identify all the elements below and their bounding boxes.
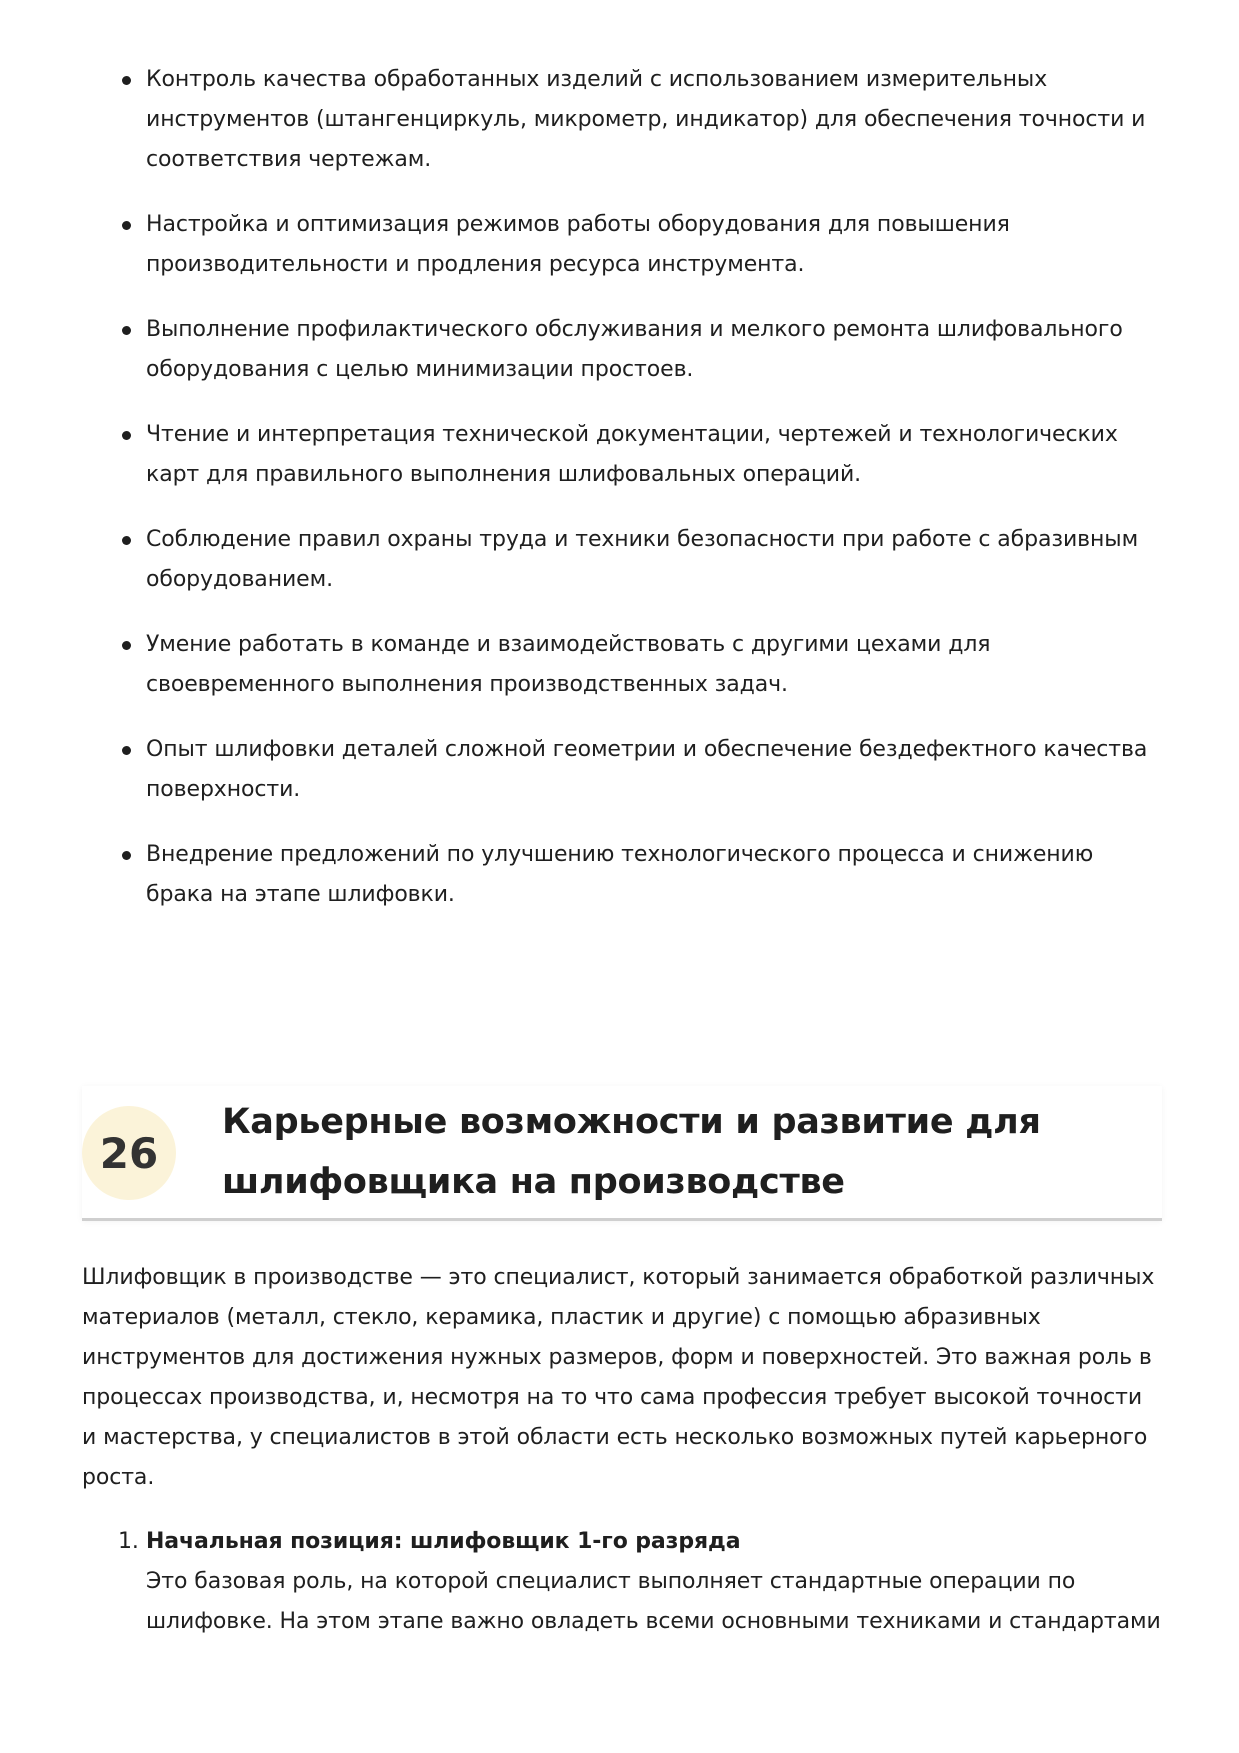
list-item-text: Умение работать в команде и взаимодействовать с другими цехами для своевременного выполнения производственных задач. bbox=[146, 632, 991, 697]
list-item-body: Это базовая роль, на которой специалист выполняет стандартные операции по шлифовке. На этом этапе важно овладеть всеми основными техниками и стандартами bbox=[146, 1569, 1161, 1634]
list-item bbox=[146, 60, 1166, 180]
list-item-title: Начальная позиция: шлифовщик 1-го разряда bbox=[146, 1529, 741, 1554]
list-item-text: Настройка и оптимизация режимов работы оборудования для повышения производительности и продления ресурса инструмента. bbox=[146, 212, 1010, 277]
list-item-text: Соблюдение правил охраны труда и техники безопасности при работе с абразивным оборудованием. bbox=[146, 527, 1139, 592]
bullet-icon bbox=[122, 76, 131, 85]
bullet-icon bbox=[122, 641, 131, 650]
list-item bbox=[146, 415, 1166, 495]
list-item-text: Опыт шлифовки деталей сложной геометрии и обеспечение бездефектного качества поверхности. bbox=[146, 737, 1148, 802]
list-item-text: Чтение и интерпретация технической документации, чертежей и технологических карт для правильного выполнения шлифовальных операций. bbox=[146, 422, 1118, 487]
list-item-text: Контроль качества обработанных изделий с использованием измерительных инструментов (штангенциркуль, микрометр, индикатор) для обеспечения точности и соответствия чертежам. bbox=[146, 67, 1146, 172]
skills-bullet-list bbox=[146, 60, 1166, 940]
bullet-icon bbox=[122, 326, 131, 335]
list-item bbox=[146, 625, 1166, 705]
section-title: Карьерные возможности и развитие для шлифовщика на производстве bbox=[222, 1102, 1041, 1202]
career-steps-list bbox=[118, 1522, 1166, 1642]
list-item-text: Внедрение предложений по улучшению технологического процесса и снижению брака на этапе шлифовки. bbox=[146, 842, 1094, 907]
list-item bbox=[118, 1522, 1166, 1642]
section-number-badge: 26 bbox=[82, 1106, 176, 1200]
list-item-text: Выполнение профилактического обслуживания и мелкого ремонта шлифовального оборудования с целью минимизации простоев. bbox=[146, 317, 1123, 382]
bullet-icon bbox=[122, 851, 131, 860]
section-header bbox=[82, 1086, 1162, 1221]
bullet-icon bbox=[122, 746, 131, 755]
list-item bbox=[146, 730, 1166, 810]
list-item bbox=[146, 835, 1166, 915]
bullet-icon bbox=[122, 431, 131, 440]
list-item-number: 1. bbox=[118, 1529, 139, 1554]
list-item bbox=[146, 520, 1166, 600]
section-intro-paragraph: Шлифовщик в производстве — это специалист, который занимается обработкой различных материалов (металл, стекло, керамика, пластик и другие) с помощью абразивных инструментов для достижения нужных размеров, форм и поверхностей. Это важная роль в процессах производства, и, несмотря на то что сама профессия требует высокой точности и мастерства, у специалистов в этой области есть несколько возможных путей карьерного роста. bbox=[82, 1265, 1155, 1490]
bullet-icon bbox=[122, 221, 131, 230]
list-item bbox=[146, 205, 1166, 285]
bullet-icon bbox=[122, 536, 131, 545]
list-item bbox=[146, 310, 1166, 390]
